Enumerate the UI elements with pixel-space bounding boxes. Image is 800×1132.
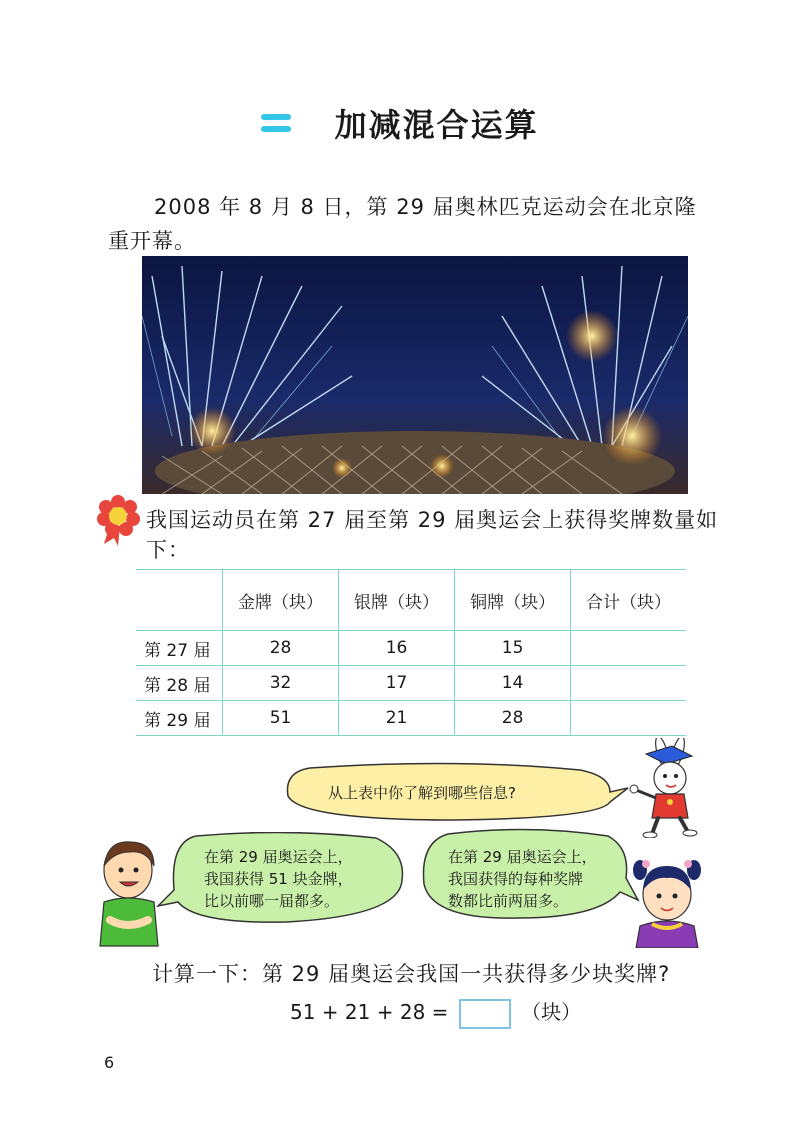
table-cell: 第 27 届 [136, 631, 223, 666]
page-number: 6 [104, 1053, 115, 1072]
table-intro-text: 我国运动员在第 27 届至第 29 届奥运会上获得奖牌数量如下： [146, 508, 719, 562]
medal-table [136, 569, 686, 736]
olympic-fireworks-photo [142, 256, 688, 494]
table-cell: 16 [339, 631, 455, 666]
equation-left: 51 + 21 + 28 = [290, 1000, 449, 1024]
girl-character [630, 856, 704, 948]
table-cell: 21 [339, 701, 455, 736]
table-row [136, 631, 686, 666]
table-cell [571, 666, 686, 701]
table-cell: 第 28 届 [136, 666, 223, 701]
girl-bubble-text [448, 846, 597, 912]
boy-bubble-line: 在第 29 届奥运会上， [204, 848, 353, 866]
table-header-cell [136, 570, 223, 631]
table-header-cell: 铜牌（块） [455, 570, 571, 631]
section-title-text: 加减混合运算 [334, 106, 539, 144]
table-cell: 14 [455, 666, 571, 701]
girl-bubble-line: 数都比前两届多。 [448, 892, 569, 910]
section-title [0, 100, 800, 146]
table-header-cell: 合计（块） [571, 570, 686, 631]
table-row [136, 701, 686, 736]
boy-character [96, 836, 162, 954]
girl-bubble-line: 在第 29 届奥运会上， [448, 848, 597, 866]
intro-paragraph: 2008 年 8 月 8 日，第 29 届奥林匹克运动会在北京隆重开幕。 [108, 195, 697, 253]
table-cell: 第 29 届 [136, 701, 223, 736]
equation [290, 996, 581, 1029]
red-flower-icon [96, 494, 140, 546]
table-cell: 17 [339, 666, 455, 701]
girl-speech-bubble [418, 828, 640, 924]
table-cell: 51 [223, 701, 339, 736]
boy-bubble-text [204, 846, 353, 912]
calculation-question: 计算一下：第 29 届奥运会我国一共获得多少块奖牌? [152, 962, 671, 986]
table-header-cell: 银牌（块） [339, 570, 455, 631]
table-header-row [136, 570, 686, 631]
boy-speech-bubble [156, 832, 410, 926]
rabbit-character [628, 738, 708, 838]
table-cell: 28 [223, 631, 339, 666]
equation-unit: （块） [521, 1000, 582, 1024]
table-cell [571, 701, 686, 736]
table-cell: 28 [455, 701, 571, 736]
rabbit-bubble-text: 从上表中你了解到哪些信息? [328, 784, 516, 802]
rabbit-speech-bubble [280, 762, 630, 826]
table-cell: 15 [455, 631, 571, 666]
boy-bubble-line: 比以前哪一届都多。 [204, 892, 340, 910]
girl-bubble-line: 我国获得的每种奖牌 [448, 870, 584, 888]
table-cell [571, 631, 686, 666]
table-cell: 32 [223, 666, 339, 701]
boy-bubble-line: 我国获得 51 块金牌， [204, 870, 353, 888]
table-header-cell: 金牌（块） [223, 570, 339, 631]
table-row [136, 666, 686, 701]
section-number-mark [261, 112, 291, 134]
answer-box[interactable] [459, 999, 511, 1029]
